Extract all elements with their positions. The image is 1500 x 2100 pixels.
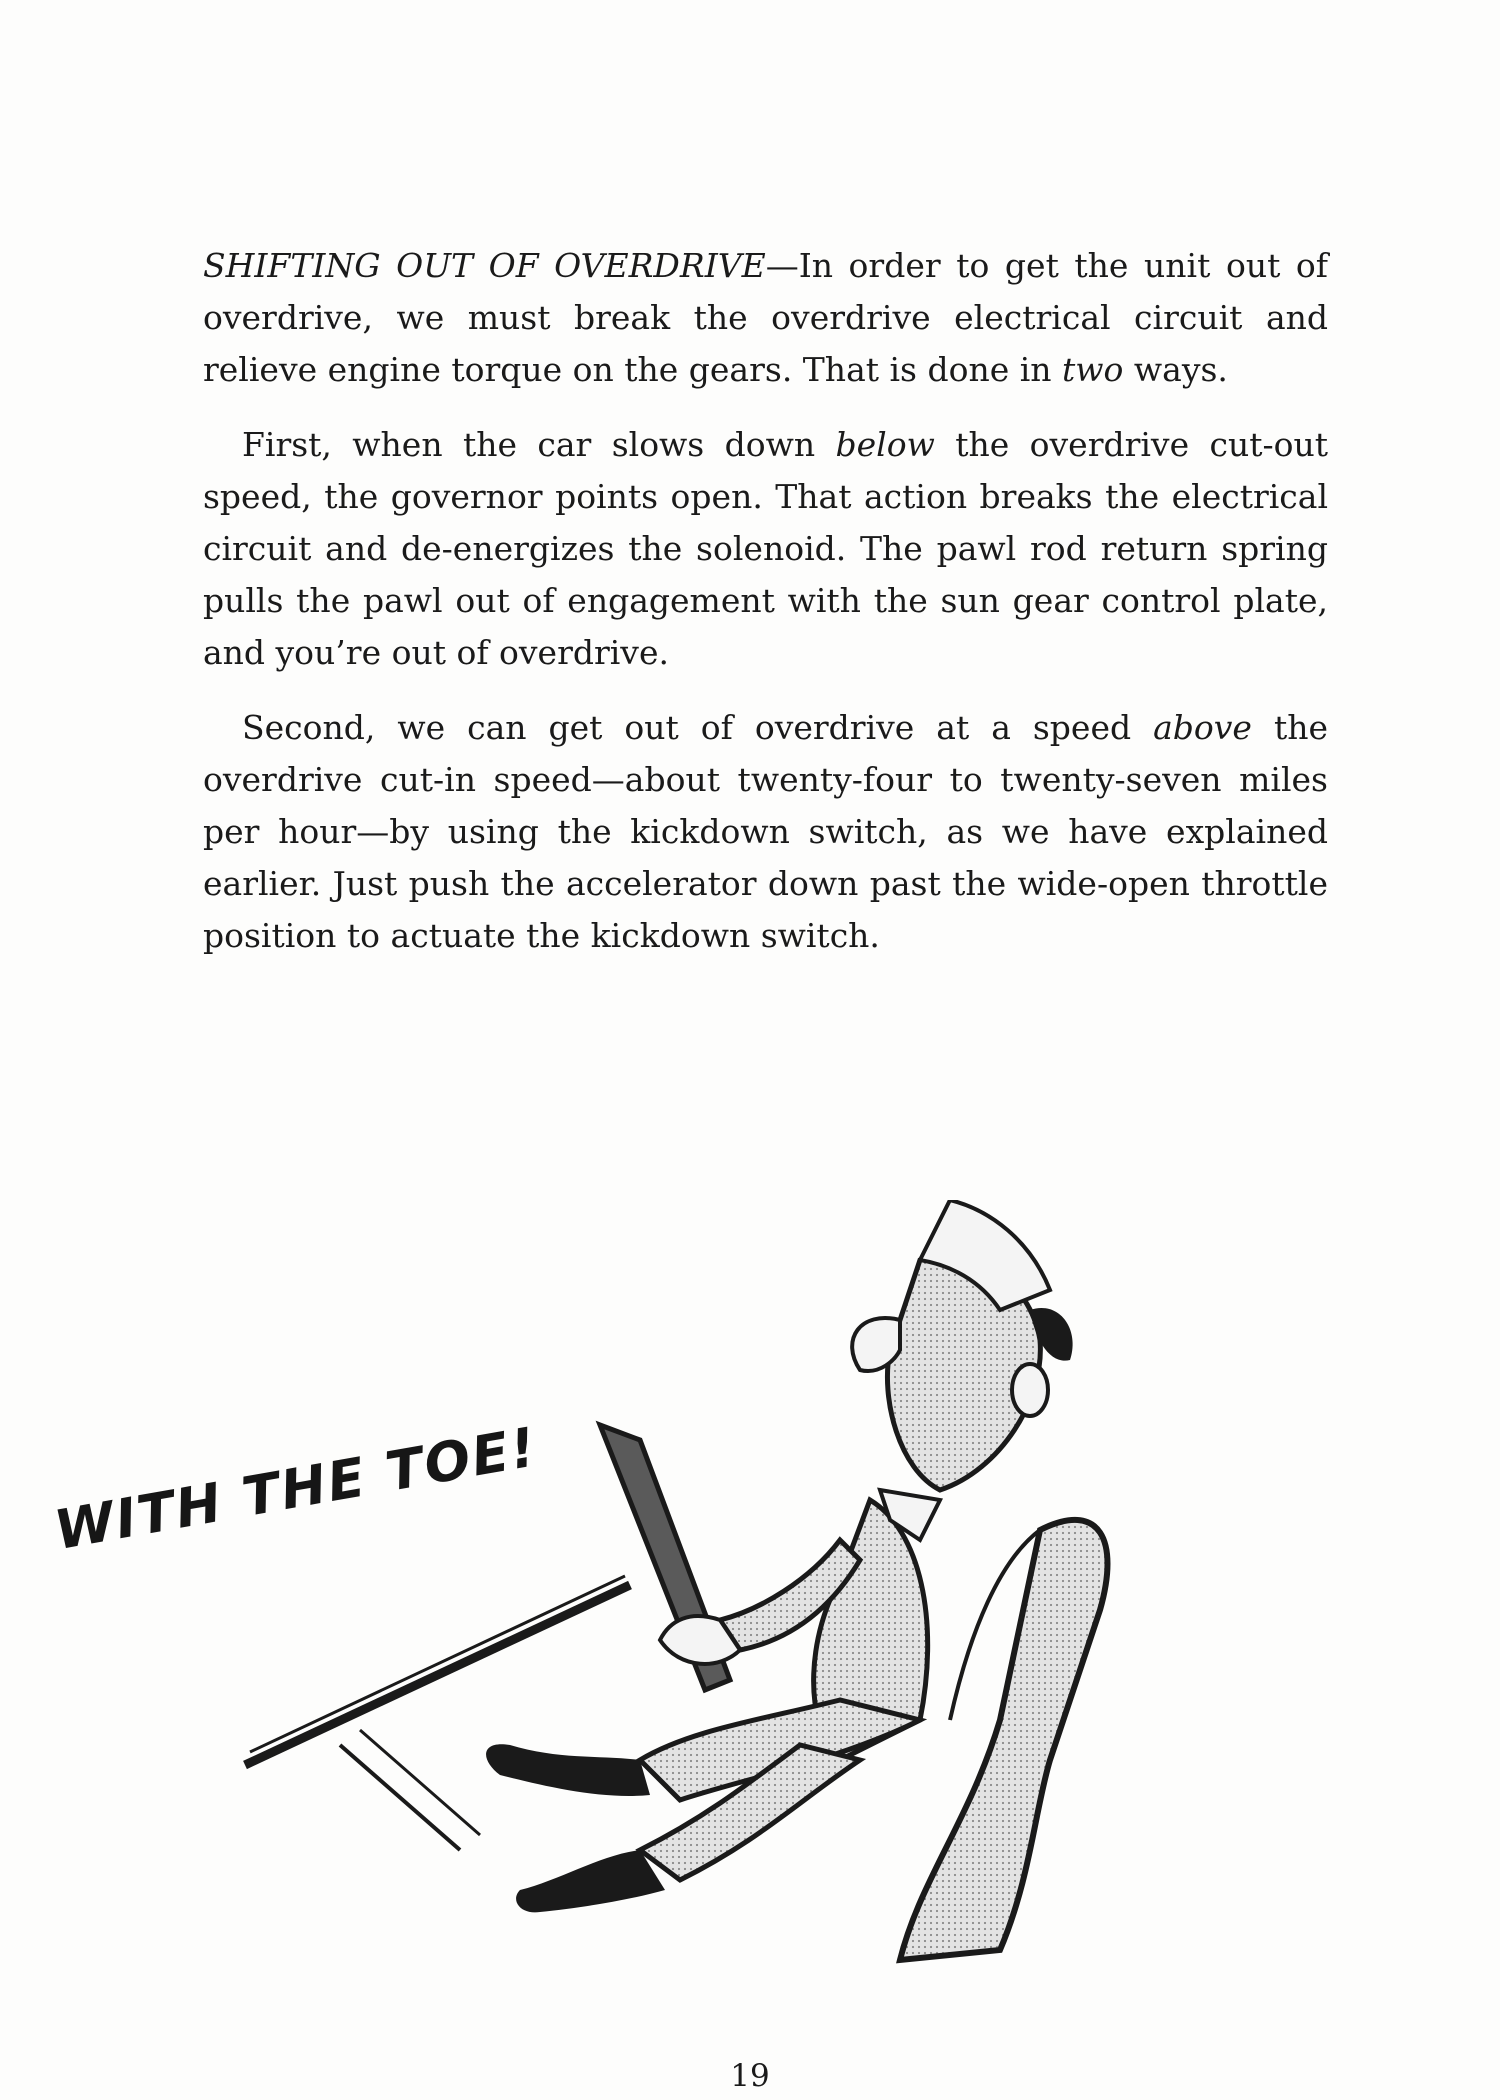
text-run: —In order to get the unit out of overdrive, we must break the overdrive electrical circuit and relieve engine torque on the gears. That is done in bbox=[203, 246, 1328, 389]
driver-figure bbox=[340, 1200, 1073, 1912]
text-run: Second, we can get out of overdrive at a speed bbox=[242, 708, 1154, 747]
car-seat bbox=[900, 1520, 1108, 1960]
text-run: the overdrive cut-in speed—about twenty-four to twenty-seven miles per hour—by using the kickdown switch, as we have explained earlier. Just push the accelerator down past the wide-open throttle position to actuate the kickdown switch. bbox=[203, 708, 1328, 955]
text-run: the overdrive cut-out speed, the governor points open. That action breaks the electrical circuit and de-energizes the solenoid. The pawl rod return spring pulls the pawl out of engagement with the sun gear control plate, and you’re out of overdrive. bbox=[203, 425, 1329, 672]
emphasis-text: below bbox=[835, 425, 935, 464]
illustration-caption: WITH THE TOE! bbox=[50, 1415, 542, 1563]
text-run: ways. bbox=[1123, 350, 1228, 389]
section-heading: SHIFTING OUT OF OVERDRIVE bbox=[203, 246, 766, 285]
paragraph-first-way bbox=[203, 419, 1328, 679]
text-run: First, when the car slows down bbox=[242, 425, 836, 464]
driver-illustration bbox=[40, 1200, 1120, 1980]
paragraph-shifting-out bbox=[203, 240, 1328, 396]
steering-column bbox=[245, 1576, 630, 1765]
emphasis-text: above bbox=[1153, 708, 1252, 747]
emphasis-text: two bbox=[1062, 350, 1124, 389]
page-number: 19 bbox=[730, 2058, 770, 2094]
body-text bbox=[203, 240, 1328, 962]
paragraph-second-way bbox=[203, 702, 1328, 962]
